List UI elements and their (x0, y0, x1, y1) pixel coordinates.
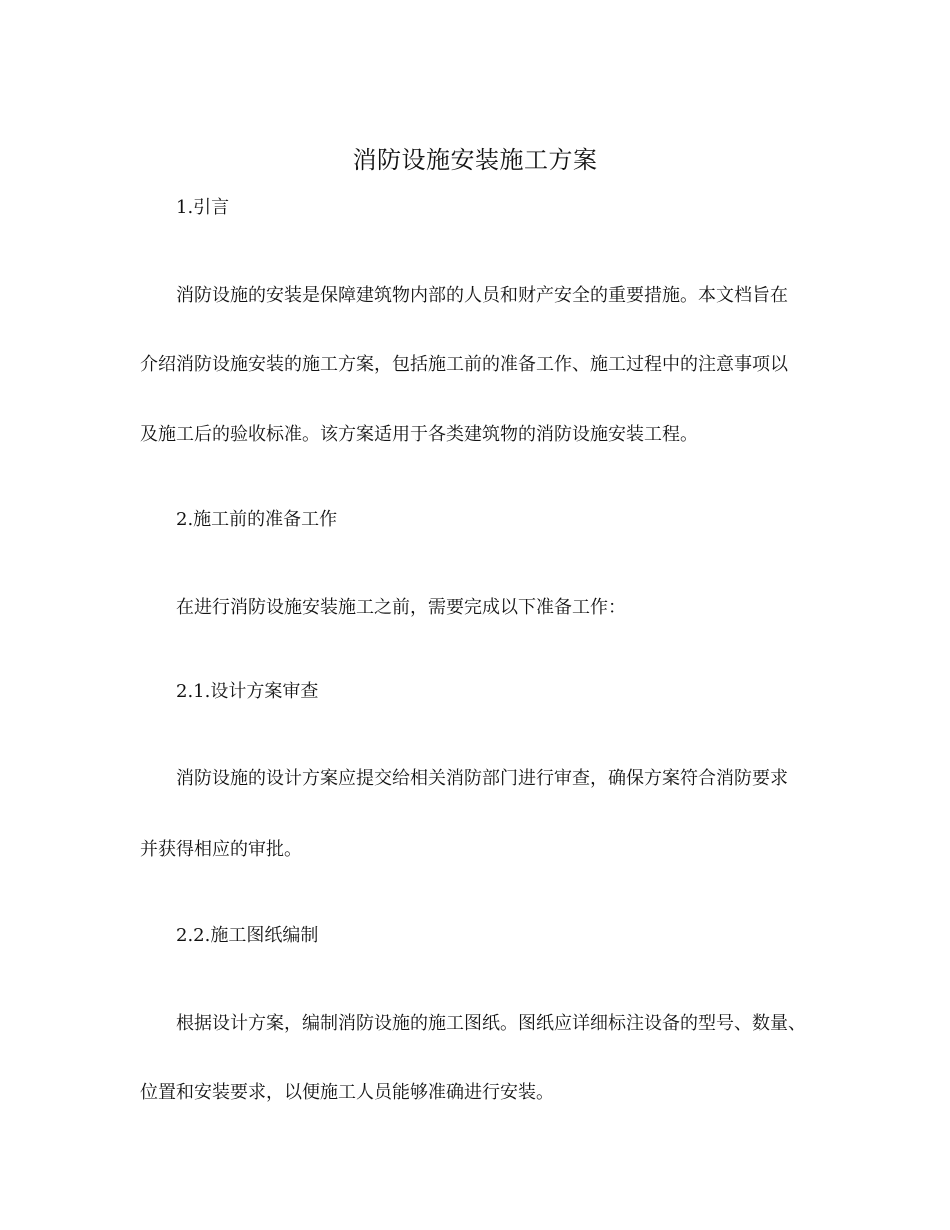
paragraph-line: 及施工后的验收标准。该方案适用于各类建筑物的消防设施安装工程。 (140, 424, 698, 445)
heading-drawings: 2.2.施工图纸编制 (176, 925, 319, 946)
paragraph-line: 位置和安装要求，以便施工人员能够准确进行安装。 (140, 1082, 554, 1103)
document-title: 消防设施安装施工方案 (352, 146, 598, 174)
paragraph-line: 消防设施的安装是保障建筑物内部的人员和财产安全的重要措施。本文档旨在 (176, 285, 788, 306)
heading-introduction: 1.引言 (176, 197, 230, 218)
paragraph-line: 根据设计方案，编制消防设施的施工图纸。图纸应详细标注设备的型号、数量、 (176, 1013, 806, 1034)
paragraph-line: 消防设施的设计方案应提交给相关消防部门进行审查，确保方案符合消防要求 (176, 768, 788, 789)
heading-preparation: 2.施工前的准备工作 (176, 509, 338, 530)
paragraph-line: 并获得相应的审批。 (140, 839, 302, 860)
paragraph-line: 在进行消防设施安装施工之前，需要完成以下准备工作： (176, 597, 626, 618)
paragraph-line: 介绍消防设施安装的施工方案，包括施工前的准备工作、施工过程中的注意事项以 (140, 354, 788, 375)
heading-design-review: 2.1.设计方案审查 (176, 681, 319, 702)
